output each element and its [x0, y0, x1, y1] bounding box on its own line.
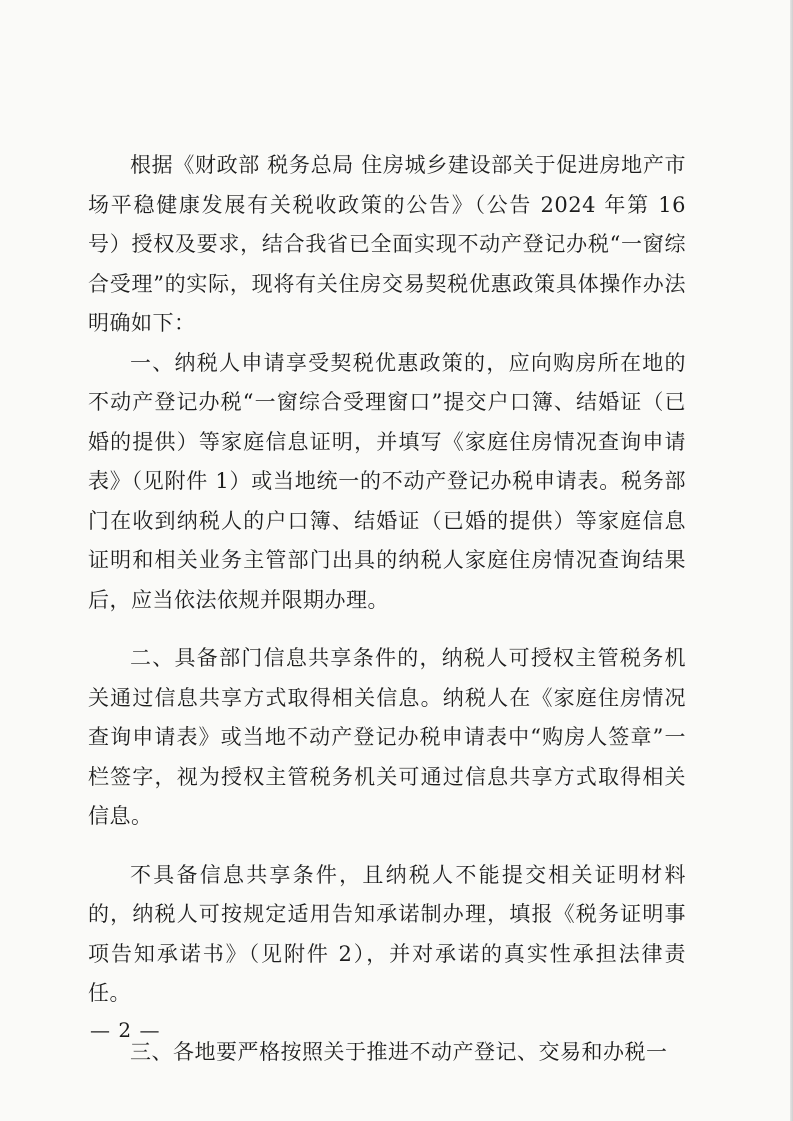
paragraph-commitment: 不具备信息共享条件，且纳税人不能提交相关证明材料的，纳税人可按规定适用告知承诺制办理，填报《税务证明事项告知承诺书》（见附件 2），并对承诺的真实性承担法律责任。 — [88, 862, 686, 1005]
page-number: — 2 — — [90, 1018, 161, 1042]
document-body — [88, 146, 686, 1072]
paragraph-intro: 根据《财政部 税务总局 住房城乡建设部关于促进房地产市场平稳健康发展有关税收政策的公告》（公告 2024 年第 16 号）授权及要求，结合我省已全面实现不动产登记办税“一窗综合受理”的实际，现将有关住房交易契税优惠政策具体操作办法明确如下： — [88, 153, 686, 335]
paragraph-item-1: 一、纳税人申请享受契税优惠政策的，应向购房所在地的不动产登记办税“一窗综合受理窗口”提交户口簿、结婚证（已婚的提供）等家庭信息证明，并填写《家庭住房情况查询申请表》（见附件 1）或当地统一的不动产登记办税申请表。税务部门在收到纳税人的户口簿、结婚证（已婚的提供）等家庭信息证明和相关业务主管部门出具的纳税人家庭住房情况查询结果后，应当依法依规并限期办理。 — [88, 350, 686, 612]
paragraph-item-3: 三、各地要严格按照关于推进不动产登记、交易和办税一 — [130, 1039, 668, 1064]
paragraph-item-2: 二、具备部门信息共享条件的，纳税人可授权主管税务机关通过信息共享方式取得相关信息。纳税人在《家庭住房情况查询申请表》或当地不动产登记办税申请表中“购房人签章”一栏签字，视为授权主管税务机关可通过信息共享方式取得相关信息。 — [88, 646, 686, 828]
